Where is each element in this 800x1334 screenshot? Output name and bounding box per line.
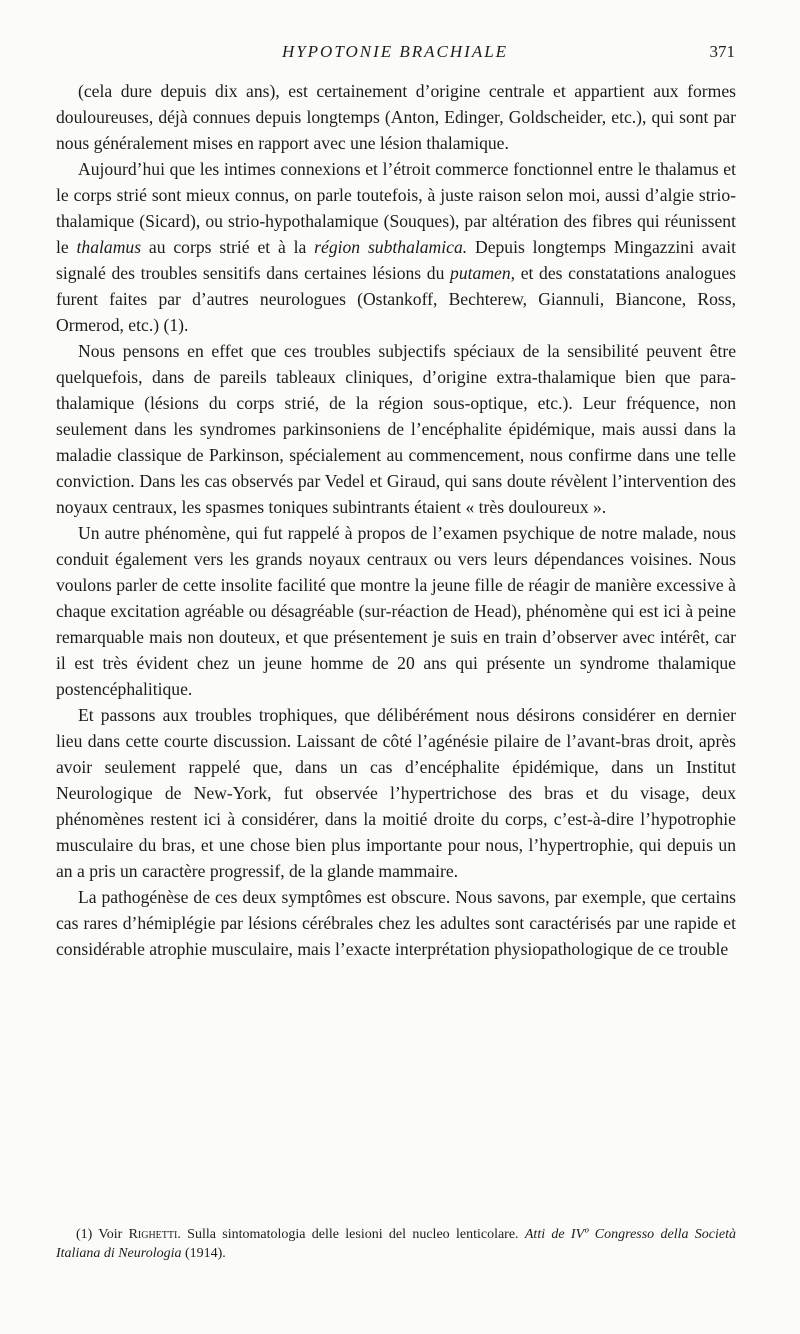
paragraph (56, 702, 736, 884)
text-run: Nous pensons en effet que ces troubles subjectifs spéciaux de la sensibilité peuvent être quelquefois, dans de pareils tableaux cliniques, d’origine extra-thalamique bien que para-thalamique (lésions du corps strié, de la région sous-optique, etc.). Leur fréquence, non seulement dans les syndromes parkinsoniens de l’encéphalite épidémique, mais aussi dans la maladie classique de Parkinson, spécialement au commencement, nous confirme dans une telle conviction. Dans les cas observés par Vedel et Giraud, qui sans doute révèlent l’intervention des noyaux centraux, les spasmes toniques subintrants étaient « très douloureux ». (56, 341, 736, 517)
running-header (55, 42, 735, 72)
body-text (56, 78, 736, 962)
italic-text: région subthalamica. (314, 237, 468, 257)
footnote (56, 1225, 736, 1263)
italic-text: putamen, (450, 263, 516, 283)
text-run: et des constatations analogues furent faites par d’autres neurologues (Ostankoff, Bechterew, Giannuli, Biancone, Ross, Ormerod, etc.) (1). (56, 263, 736, 335)
text-run: Et passons aux troubles trophiques, que délibérément nous désirons considérer en dernier lieu dans cette courte discussion. Laissant de côté l’agénésie pilaire de l’avant-bras droit, après avoir seulement rappelé que, dans un cas d’encéphalite épidémique, dans un Institut Neurologique de New-York, fut observée l’hypertrichose des bras et du visage, deux phénomènes restent ici à considérer, dans la moitié droite du corps, c’est-à-dire l’hypotrophie musculaire du bras, et une chose bien plus importante pour nous, l’hypertrophie, qui depuis un an a pris un caractère progressif, de la glande mammaire. (56, 705, 736, 881)
italic-text: thalamus (76, 237, 142, 257)
footnote-marker: (1) (76, 1227, 93, 1242)
footnote-author: Righetti. (128, 1227, 181, 1242)
running-title: HYPOTONIE BRACHIALE (281, 42, 509, 61)
footnote-paragraph (56, 1225, 736, 1263)
footnote-text: Sulla sintomatologia delle lesioni del nucleo lenticolare. (187, 1227, 519, 1242)
paragraph (56, 78, 736, 156)
text-run: Depuis longtemps Mingazzini avait signalé des troubles sensitifs dans certaines lésions du (56, 237, 736, 283)
text-run: au corps strié et à la (141, 237, 315, 257)
paragraph (56, 520, 736, 702)
text-run: Aujourd’hui que les intimes connexions et l’étroit commerce fonctionnel entre le thalamus et le corps strié sont mieux connus, on parle toutefois, à juste raison selon moi, aussi d’algie strio-thalamique (Sicard), ou strio-hypothalamique (Souques), par altération des fibres qui réunissent le (56, 159, 736, 257)
text-run: (cela dure depuis dix ans), est certainement d’origine centrale et appartient aux formes douloureuses, déjà connues depuis longtemps (Anton, Edinger, Goldscheider, etc.), qui sont par nous généralement mises en rapport avec une lésion thalamique. (56, 81, 736, 153)
text-run: La pathogénèse de ces deux symptômes est obscure. Nous savons, par exemple, que certains cas rares d’hémiplégie par lésions cérébrales chez les adultes sont caractérisés par une rapide et considérable atrophie musculaire, mais l’exacte interprétation physiopathologique de ce trouble (56, 887, 736, 959)
footnote-voir: Voir (98, 1227, 123, 1242)
footnote-journal: Atti de IVº Congresso della Società Italiana di Neurologia (56, 1227, 736, 1261)
page-number: 371 (709, 42, 735, 61)
text-run: Un autre phénomène, qui fut rappelé à propos de l’examen psychique de notre malade, nous conduit également vers les grands noyaux centraux ou vers leurs dépendances voisines. Nous voulons parler de cette insolite facilité que montre la jeune fille de réagir de manière excessive à chaque excitation agréable ou désagréable (sur-réaction de Head), phénomène qui est ici à peine remarquable mais non douteux, et que présentement je suis en train d’observer avec intérêt, car il est très évident chez un jeune homme de 20 ans qui présente un syndrome thalamique postencéphalitique. (56, 523, 736, 699)
paragraph (56, 884, 736, 962)
footnote-year: (1914). (184, 1246, 226, 1261)
paragraph (56, 338, 736, 520)
paragraph (56, 156, 736, 338)
